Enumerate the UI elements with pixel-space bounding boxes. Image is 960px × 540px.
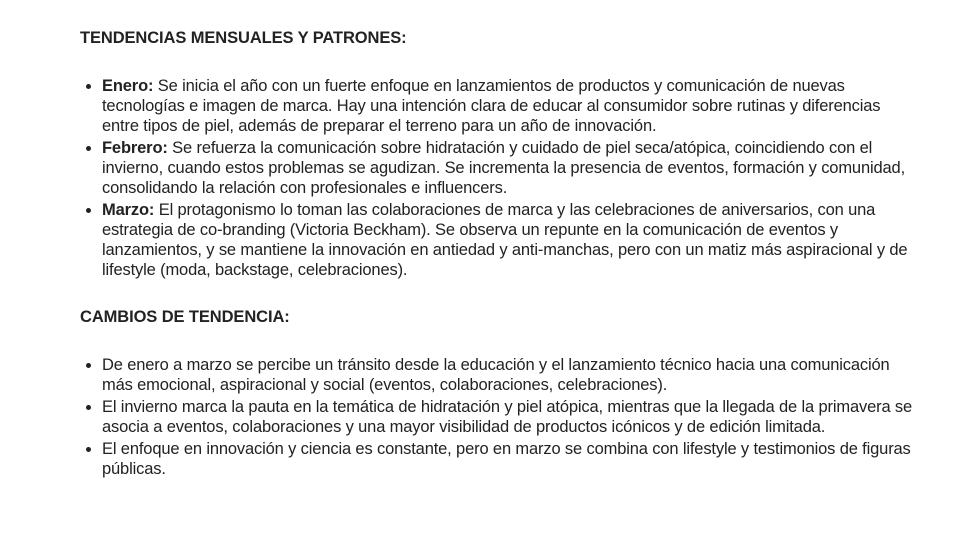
item-text: El protagonismo lo toman las colaboraciones de marca y las celebraciones de aniversarios, con una estrategia de co-branding (Victoria Beckham). Se observa un repunte en la comunicación de eventos y lanzamientos, y se mantiene la innovación en antiedad y anti-manchas, pero con un matiz más aspiracional y de lifestyle (moda, backstage, celebraciones). (102, 201, 908, 279)
item-label: Marzo: (102, 201, 155, 219)
list-item (102, 138, 920, 198)
item-text: De enero a marzo se percibe un tránsito desde la educación y el lanzamiento técnico hacia una comunicación más emocional, aspiracional y social (eventos, colaboraciones, celebraciones). (102, 356, 890, 394)
item-text: El enfoque en innovación y ciencia es constante, pero en marzo se combina con lifestyle y testimonios de figuras públicas. (102, 440, 911, 478)
item-label: Febrero: (102, 139, 168, 157)
item-label: Enero: (102, 77, 154, 95)
list-item (102, 200, 920, 280)
item-text: Se refuerza la comunicación sobre hidratación y cuidado de piel seca/atópica, coincidiendo con el invierno, cuando estos problemas se agudizan. Se incrementa la presencia de eventos, formación y comunidad, consolidando la relación con profesionales e influencers. (102, 139, 906, 197)
list-item (102, 76, 920, 136)
monthly-trends-list (80, 76, 920, 280)
item-text: Se inicia el año con un fuerte enfoque en lanzamientos de productos y comunicación de nuevas tecnologías e imagen de marca. Hay una intención clara de educar al consumidor sobre rutinas y diferencias entre tipos de piel, además de preparar el terreno para un año de innovación. (102, 77, 881, 135)
list-item (102, 355, 920, 395)
trend-changes-list (80, 355, 920, 479)
list-item (102, 439, 920, 479)
list-item (102, 397, 920, 437)
item-text: El invierno marca la pauta en la temática de hidratación y piel atópica, mientras que la llegada de la primavera se asocia a eventos, colaboraciones y una mayor visibilidad de productos icónicos y de edición limitada. (102, 398, 913, 436)
section-title-trend-changes: CAMBIOS DE TENDENCIA: (80, 308, 290, 326)
section-title-monthly-trends: TENDENCIAS MENSUALES Y PATRONES: (80, 29, 407, 47)
